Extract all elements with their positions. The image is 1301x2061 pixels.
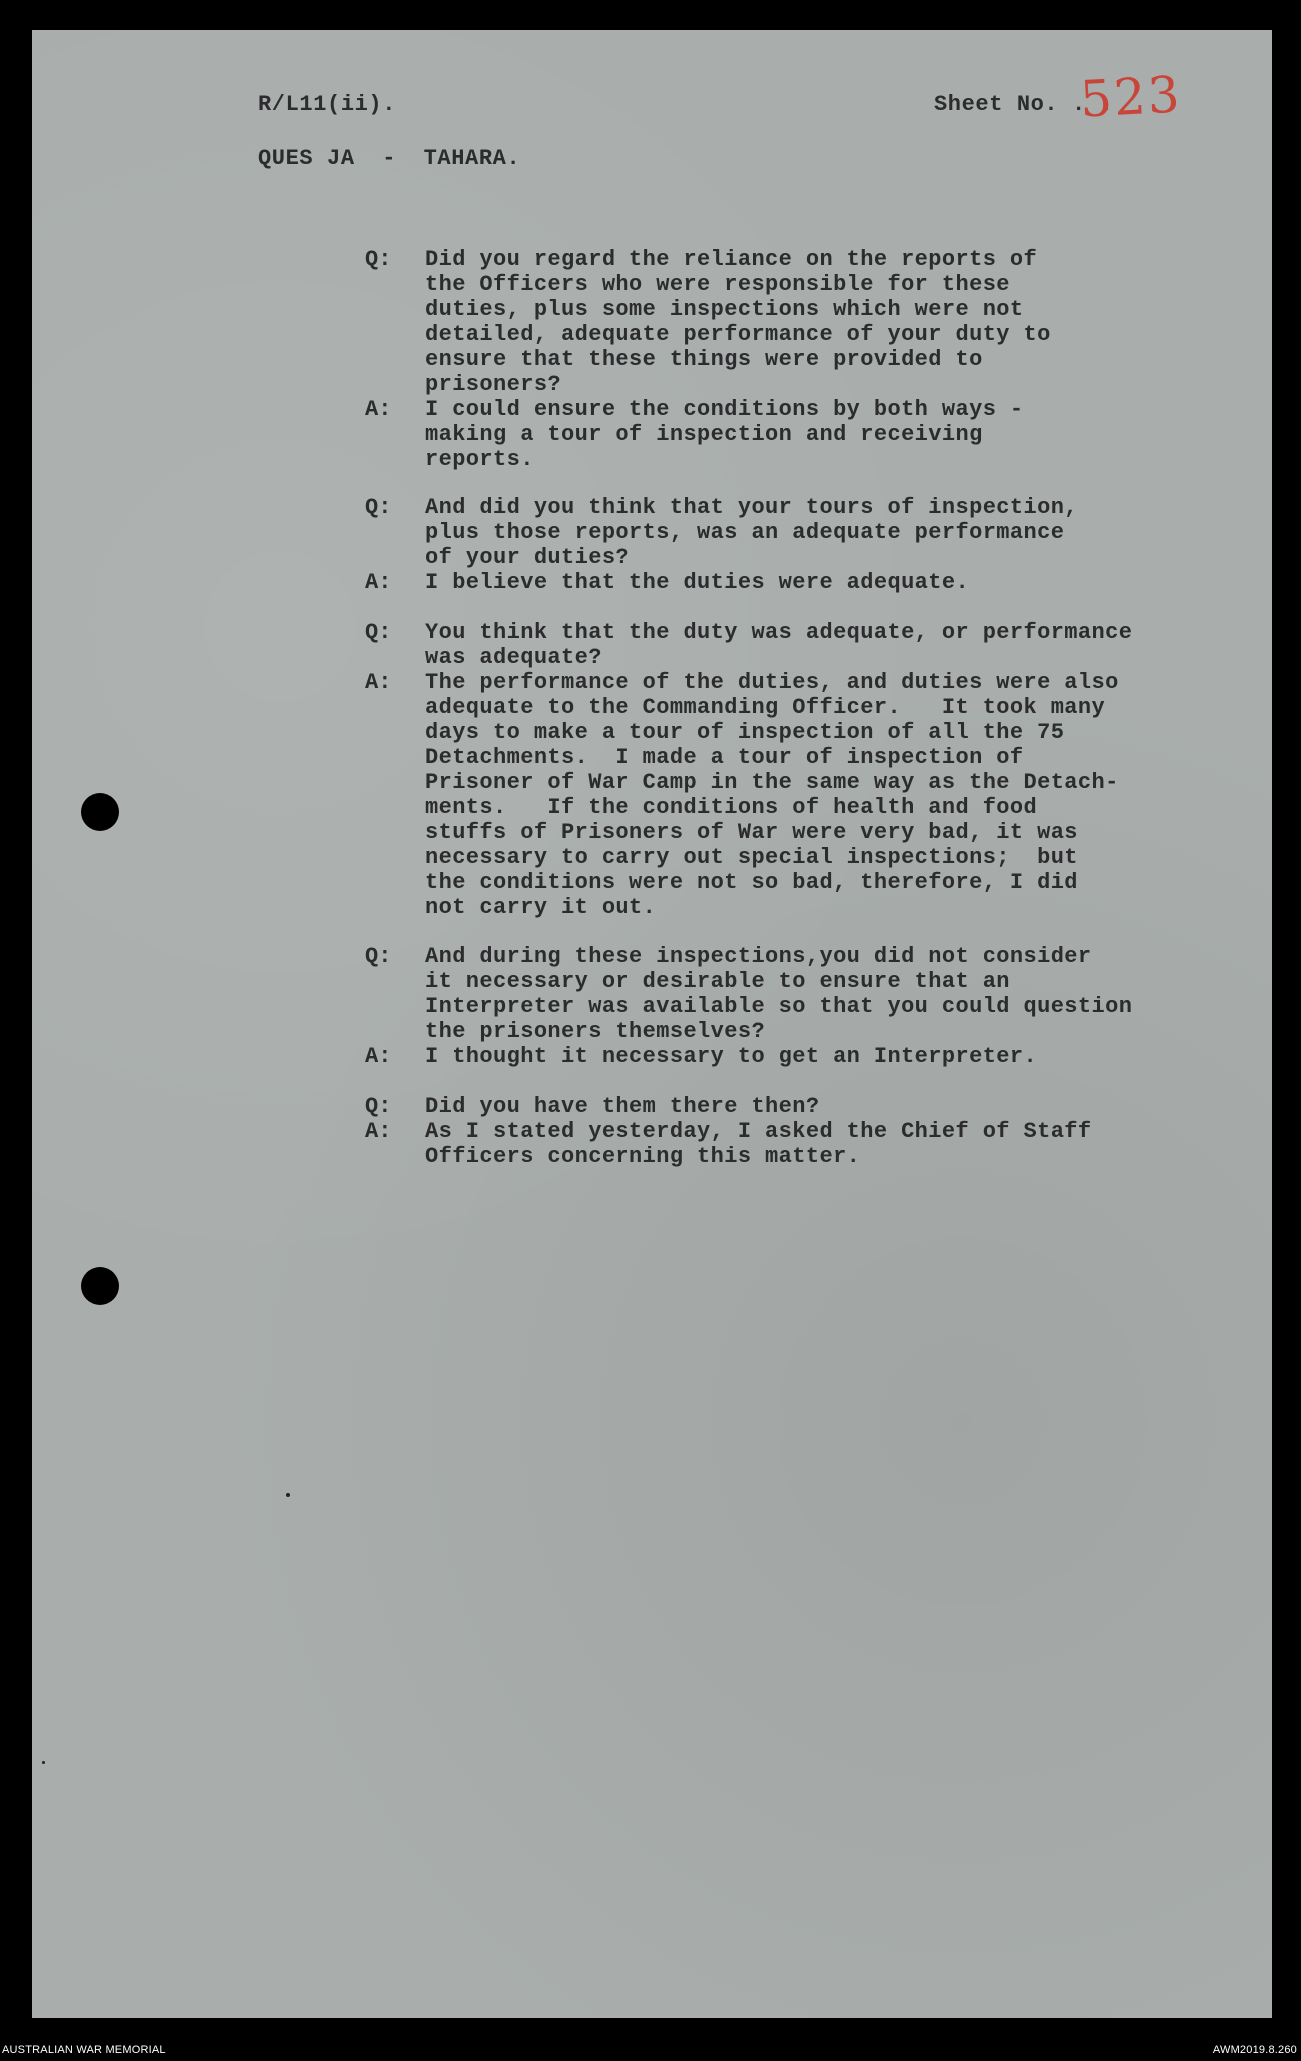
text-line: Did you have them there then? bbox=[425, 1094, 820, 1119]
text-line: plus those reports, was an adequate performance bbox=[425, 520, 1065, 545]
text-line: Prisoner of War Camp in the same way as the Detach- bbox=[425, 770, 1119, 795]
text-line: ensure that these things were provided to bbox=[425, 347, 983, 372]
question-entry bbox=[365, 495, 1265, 570]
text-line: Did you regard the reliance on the reports of bbox=[425, 247, 1038, 272]
qa-group-5 bbox=[365, 1094, 1265, 1169]
answer-marker: A: bbox=[365, 570, 392, 595]
text-line: prisoners? bbox=[425, 372, 562, 397]
answer-entry bbox=[365, 397, 1265, 472]
text-line: ments. If the conditions of health and food bbox=[425, 795, 1038, 820]
answer-entry bbox=[365, 1044, 1265, 1069]
answer-marker: A: bbox=[365, 670, 392, 695]
answer-text bbox=[425, 1044, 1265, 1069]
question-marker: Q: bbox=[365, 1094, 392, 1119]
qa-group-4 bbox=[365, 944, 1265, 1069]
question-entry bbox=[365, 620, 1265, 670]
text-line: The performance of the duties, and duties were also bbox=[425, 670, 1119, 695]
punch-hole bbox=[81, 793, 119, 831]
text-line: stuffs of Prisoners of War were very bad, it was bbox=[425, 820, 1078, 845]
text-line: I could ensure the conditions by both ways - bbox=[425, 397, 1024, 422]
interrogation-subject: QUES JA - TAHARA. bbox=[258, 146, 521, 171]
text-line: the Officers who were responsible for these bbox=[425, 272, 1010, 297]
text-line: Officers concerning this matter. bbox=[425, 1144, 861, 1169]
text-line: days to make a tour of inspection of all the 75 bbox=[425, 720, 1065, 745]
text-line: As I stated yesterday, I asked the Chief of Staff bbox=[425, 1119, 1092, 1144]
text-line: I thought it necessary to get an Interpreter. bbox=[425, 1044, 1038, 1069]
punch-hole bbox=[81, 1267, 119, 1305]
text-line: And did you think that your tours of inspection, bbox=[425, 495, 1078, 520]
question-text bbox=[425, 247, 1265, 397]
text-line: Detachments. I made a tour of inspection of bbox=[425, 745, 1024, 770]
question-entry bbox=[365, 1094, 1265, 1119]
answer-text bbox=[425, 397, 1265, 472]
question-marker: Q: bbox=[365, 944, 392, 969]
text-line: was adequate? bbox=[425, 645, 602, 670]
answer-text bbox=[425, 670, 1265, 920]
sheet-label: Sheet No. . . bbox=[934, 92, 1114, 117]
answer-entry bbox=[365, 570, 1265, 595]
text-line: duties, plus some inspections which were not bbox=[425, 297, 1024, 322]
text-line: making a tour of inspection and receiving bbox=[425, 422, 983, 447]
text-line: necessary to carry out special inspections; but bbox=[425, 845, 1078, 870]
file-reference: R/L11(ii). bbox=[258, 92, 397, 117]
text-line: not carry it out. bbox=[425, 895, 657, 920]
question-marker: Q: bbox=[365, 247, 392, 272]
paper-speck bbox=[286, 1493, 290, 1497]
question-text bbox=[425, 620, 1265, 670]
text-line: the conditions were not so bad, therefore, I did bbox=[425, 870, 1078, 895]
question-marker: Q: bbox=[365, 620, 392, 645]
text-line: Interpreter was available so that you could question bbox=[425, 994, 1133, 1019]
answer-entry bbox=[365, 670, 1265, 920]
question-entry bbox=[365, 247, 1265, 397]
paper-speck bbox=[42, 1761, 45, 1764]
qa-group-3 bbox=[365, 620, 1265, 920]
answer-text bbox=[425, 1119, 1265, 1169]
answer-marker: A: bbox=[365, 1044, 392, 1069]
question-entry bbox=[365, 944, 1265, 1044]
question-marker: Q: bbox=[365, 495, 392, 520]
qa-group-2 bbox=[365, 495, 1265, 595]
text-line: it necessary or desirable to ensure that an bbox=[425, 969, 1010, 994]
archive-credit: AUSTRALIAN WAR MEMORIAL bbox=[2, 2044, 166, 2056]
answer-marker: A: bbox=[365, 1119, 392, 1144]
answer-marker: A: bbox=[365, 397, 392, 422]
text-line: of your duties? bbox=[425, 545, 630, 570]
text-line: I believe that the duties were adequate. bbox=[425, 570, 970, 595]
text-line: the prisoners themselves? bbox=[425, 1019, 766, 1044]
text-line: reports. bbox=[425, 447, 534, 472]
text-line: And during these inspections,you did not consider bbox=[425, 944, 1092, 969]
text-line: You think that the duty was adequate, or performance bbox=[425, 620, 1133, 645]
text-line: adequate to the Commanding Officer. It took many bbox=[425, 695, 1106, 720]
question-text bbox=[425, 944, 1265, 1044]
question-text bbox=[425, 1094, 1265, 1119]
answer-text bbox=[425, 570, 1265, 595]
answer-entry bbox=[365, 1119, 1265, 1169]
handwritten-sheet-number: 523 bbox=[1078, 65, 1183, 129]
archive-accession-number: AWM2019.8.260 bbox=[1212, 2044, 1297, 2056]
qa-group-1 bbox=[365, 247, 1265, 472]
text-line: detailed, adequate performance of your duty to bbox=[425, 322, 1051, 347]
question-text bbox=[425, 495, 1265, 570]
